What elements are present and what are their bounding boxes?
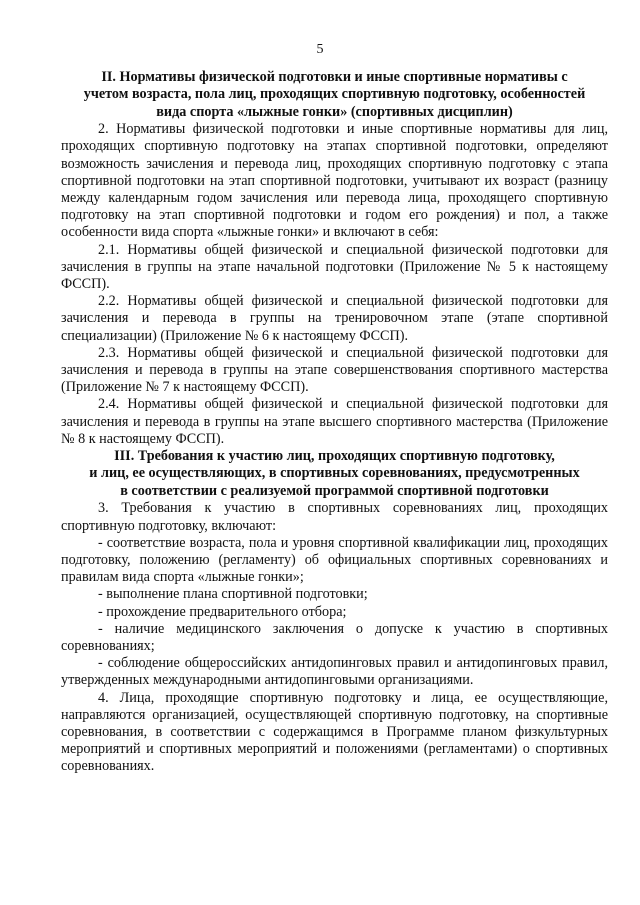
paragraph-2-1: 2.1. Нормативы общей физической и специальной физической подготовки для зачисления в группы на этапе начальной подготовки (Приложение № 5 к настоящему ФССП). (61, 241, 608, 293)
requirement-list-item: - прохождение предварительного отбора; (98, 603, 347, 620)
section-2-heading-line: II. Нормативы физической подготовки и иные спортивные нормативы с (101, 69, 568, 85)
paragraph-2: 2. Нормативы физической подготовки и иные спортивные нормативы для лиц, проходящих спортивную подготовку на этапах спортивной подготовки, определяют возможность зачисления и перевода лиц, проходящих спортивную подготовку с этапа спортивной подготовки на этап спортивной подготовки, учитывают их возраст (разницу между календарным годом зачисления или перевода лица, проходящего спортивную подготовку на этап спортивной подготовки и годом его рождения) и пол, а также особенности вида спорта «лыжные гонки» и включают в себя: (61, 121, 608, 241)
section-2-heading-line: учетом возраста, пола лиц, проходящих спортивную подготовку, особенностей (83, 86, 586, 103)
requirement-list-item: - выполнение плана спортивной подготовки; (98, 586, 368, 603)
section-3-heading-line: в соответствии с реализуемой программой спортивной подготовки (120, 482, 549, 499)
requirement-list-item: - наличие медицинского заключения о допуске к участию в спортивных соревнованиях; (61, 620, 608, 654)
section-3-heading (61, 448, 608, 500)
paragraph-3: 3. Требования к участию в спортивных соревнованиях лиц, проходящих спортивную подготовку, включают: (61, 500, 608, 534)
paragraph-2-3: 2.3. Нормативы общей физической и специальной физической подготовки для зачисления и перевода в группы на этапе совершенствования спортивного мастерства (Приложение № 7 к настоящему ФССП). (61, 344, 608, 396)
document-body (61, 69, 608, 776)
section-2-heading (61, 69, 608, 121)
requirement-list-item: - соблюдение общероссийских антидопинговых правил и антидопинговых правил, утвержденных международными антидопинговыми организациями. (61, 655, 608, 689)
paragraph-2-4: 2.4. Нормативы общей физической и специальной физической подготовки для зачисления и перевода в группы на этапе высшего спортивного мастерства (Приложение № 8 к настоящему ФССП). (61, 396, 608, 447)
paragraph-4: 4. Лица, проходящие спортивную подготовку и лица, ее осуществляющие, направляются организацией, осуществляющей спортивную подготовку, на спортивные соревнования, в соответствии с содержащимся в Программе планом физкультурных мероприятий и спортивных мероприятий и положениями (регламентами) о спортивных соревнованиях. (61, 689, 608, 775)
section-3-heading-line: и лиц, ее осуществляющих, в спортивных соревнованиях, предусмотренных (89, 465, 580, 482)
page-number: 5 (316, 42, 324, 57)
requirement-list-item: - соответствие возраста, пола и уровня спортивной квалификации лиц, проходящих подготовку, положению (регламенту) об официальных спортивных соревнованиях и правилам вида спорта «лыжные гонки»; (61, 534, 608, 586)
paragraph-2-2: 2.2. Нормативы общей физической и специальной физической подготовки для зачисления и перевода в группы на тренировочном этапе (этапе спортивной специализации) (Приложение № 6 к настоящему ФССП). (61, 293, 608, 344)
section-3-heading-line: III. Требования к участию лиц, проходящих спортивную подготовку, (114, 448, 555, 465)
section-2-heading-line: вида спорта «лыжные гонки» (спортивных дисциплин) (156, 103, 513, 120)
